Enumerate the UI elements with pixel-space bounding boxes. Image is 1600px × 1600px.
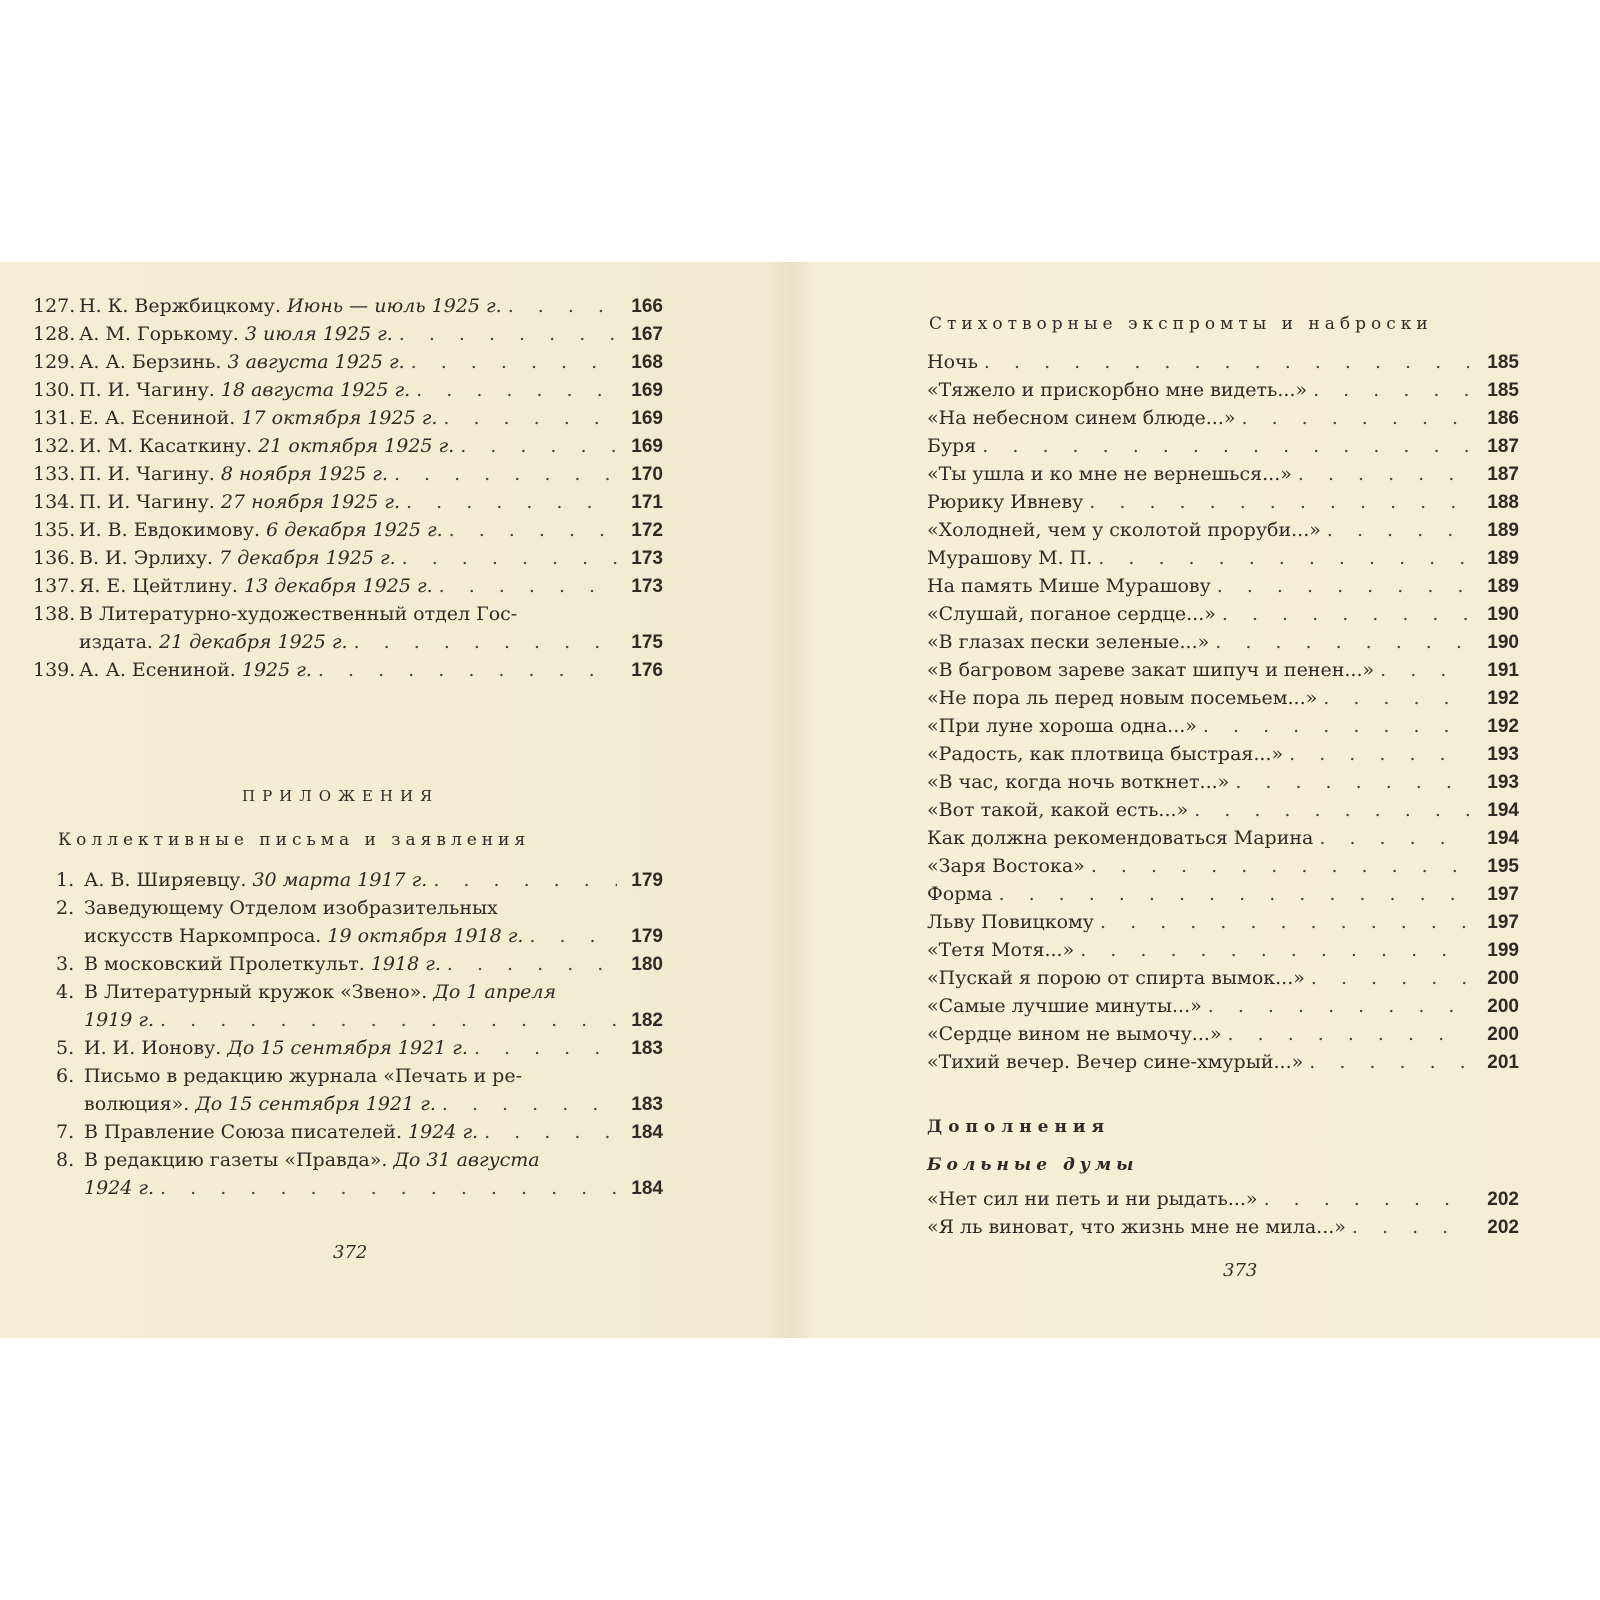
entry-page: 173 xyxy=(631,576,663,597)
leader-dots xyxy=(1311,964,1469,992)
poem-entry xyxy=(927,656,1519,684)
entry-title: И. В. Евдокимову. xyxy=(79,519,261,541)
letter-entry xyxy=(33,600,663,656)
leader-dots xyxy=(1089,488,1469,516)
entry-title: В Правление Союза писателей. xyxy=(84,1121,402,1143)
poem-entry xyxy=(927,348,1519,376)
entry-number: 1. xyxy=(56,869,75,891)
entry-title: «Радость, как плотвица быстрая...» xyxy=(927,743,1284,765)
entry-title: «Холодней, чем у сколотой проруби...» xyxy=(927,519,1321,541)
entry-number: 128. xyxy=(33,323,76,345)
leader-dots xyxy=(982,432,1469,460)
entry-date: 3 августа 1925 г. xyxy=(227,351,405,373)
leader-dots xyxy=(406,488,617,516)
leader-dots xyxy=(1208,992,1469,1020)
entry-page: 170 xyxy=(631,464,663,485)
letter-entry xyxy=(33,460,663,488)
entry-page: 166 xyxy=(631,296,663,317)
entry-title: И. И. Ионову. xyxy=(84,1037,222,1059)
entry-number: 137. xyxy=(33,575,76,597)
entry-title: «Ты ушла и ко мне не вернешься...» xyxy=(927,463,1292,485)
leader-dots xyxy=(394,460,617,488)
leader-dots xyxy=(1289,740,1469,768)
entry-page: 190 xyxy=(1487,604,1519,625)
entry-date-cont: 1924 г. xyxy=(84,1177,155,1199)
entry-date: 1925 г. xyxy=(241,659,312,681)
entry-title: Е. А. Есениной. xyxy=(79,407,236,429)
entry-date: 17 октября 1925 г. xyxy=(241,407,438,429)
entry-page: 197 xyxy=(1487,884,1519,905)
leader-dots xyxy=(411,348,617,376)
entry-number: 4. xyxy=(56,981,75,1003)
leader-dots xyxy=(1298,460,1469,488)
leader-dots xyxy=(1080,936,1469,964)
entry-page: 200 xyxy=(1487,996,1519,1017)
entry-date: До 31 августа xyxy=(393,1149,540,1171)
entry-page: 168 xyxy=(631,352,663,373)
leader-dots xyxy=(529,922,617,950)
leader-dots xyxy=(1228,1020,1469,1048)
leader-dots xyxy=(442,1090,617,1118)
entry-title: В. И. Эрлиху. xyxy=(79,547,214,569)
leader-dots xyxy=(484,1118,617,1146)
entry-number: 130. xyxy=(33,379,76,401)
leader-dots xyxy=(1098,544,1469,572)
entry-title: На память Мише Мурашову xyxy=(927,575,1211,597)
letter-entry xyxy=(33,376,663,404)
left-page xyxy=(0,262,795,1338)
entry-title: «В глазах пески зеленые...» xyxy=(927,631,1210,653)
entry-title: «Я ль виноват, что жизнь мне не мила...» xyxy=(927,1216,1346,1238)
entry-date: 27 ноября 1925 г. xyxy=(220,491,401,513)
entry-page: 192 xyxy=(1487,688,1519,709)
entry-page: 187 xyxy=(1487,436,1519,457)
entry-page: 194 xyxy=(1487,828,1519,849)
leader-dots xyxy=(318,656,617,684)
leader-dots xyxy=(1215,628,1469,656)
entry-title: «При луне хороша одна...» xyxy=(927,715,1197,737)
entry-page: 169 xyxy=(631,380,663,401)
poem-entry xyxy=(927,880,1519,908)
leader-dots xyxy=(1100,908,1469,936)
entry-page: 173 xyxy=(631,548,663,569)
collective-entry xyxy=(56,1034,663,1062)
collective-entry xyxy=(56,1146,663,1202)
letter-entry xyxy=(33,348,663,376)
poem-entry xyxy=(927,712,1519,740)
leader-dots xyxy=(1241,404,1469,432)
entry-number: 134. xyxy=(33,491,76,513)
entry-title: Ночь xyxy=(927,351,978,373)
entry-date: 8 ноября 1925 г. xyxy=(220,463,388,485)
entry-date: Июнь — июль 1925 г. xyxy=(286,295,502,317)
poem-entry xyxy=(927,404,1519,432)
leader-dots xyxy=(447,950,617,978)
poem-entry xyxy=(927,460,1519,488)
poem-entry xyxy=(927,908,1519,936)
entry-number: 5. xyxy=(56,1037,75,1059)
entry-title: Заведующему Отделом изобразительных xyxy=(84,897,498,919)
entry-page: 185 xyxy=(1487,380,1519,401)
entry-page: 176 xyxy=(631,660,663,681)
leader-dots xyxy=(1327,516,1469,544)
leader-dots xyxy=(1264,1185,1469,1213)
letter-entry xyxy=(33,572,663,600)
entry-date: 7 декабря 1925 г. xyxy=(219,547,396,569)
entry-title: В московский Пролеткульт. xyxy=(84,953,365,975)
collective-entry xyxy=(56,978,663,1034)
collective-entry xyxy=(56,1062,663,1118)
entry-page: 184 xyxy=(631,1178,663,1199)
entry-date: До 15 сентября 1921 г. xyxy=(195,1093,436,1115)
entry-page: 167 xyxy=(631,324,663,345)
entry-title-cont: издата. xyxy=(79,631,153,653)
poem-entry xyxy=(927,964,1519,992)
entry-date: 21 декабря 1925 г. xyxy=(158,631,348,653)
letter-entry xyxy=(33,320,663,348)
entry-page: 180 xyxy=(631,954,663,975)
entry-title: И. М. Касаткину. xyxy=(79,435,253,457)
leader-dots xyxy=(354,628,617,656)
entry-page: 199 xyxy=(1487,940,1519,961)
entry-date: 18 августа 1925 г. xyxy=(220,379,411,401)
collective-entry xyxy=(56,866,663,894)
entry-date: 1924 г. xyxy=(408,1121,479,1143)
entry-page: 184 xyxy=(631,1122,663,1143)
entry-title: «Сердце вином не вымочу...» xyxy=(927,1023,1222,1045)
entry-number: 136. xyxy=(33,547,76,569)
entry-date: 30 марта 1917 г. xyxy=(252,869,428,891)
entry-page: 201 xyxy=(1487,1052,1519,1073)
addition-entry xyxy=(927,1213,1519,1241)
leader-dots xyxy=(1217,572,1469,600)
entry-page: 200 xyxy=(1487,1024,1519,1045)
leader-dots xyxy=(460,432,617,460)
entry-page: 190 xyxy=(1487,632,1519,653)
entry-title: Льву Повицкому xyxy=(927,911,1094,933)
entry-title: «Заря Востока» xyxy=(927,855,1085,877)
entry-date: 3 июля 1925 г. xyxy=(244,323,393,345)
entry-title: П. И. Чагину. xyxy=(79,379,215,401)
leader-dots xyxy=(1091,852,1469,880)
entry-number: 129. xyxy=(33,351,76,373)
leader-dots xyxy=(1380,656,1469,684)
entry-page: 175 xyxy=(631,632,663,653)
poem-entry xyxy=(927,516,1519,544)
entry-title: Я. Е. Цейтлину. xyxy=(79,575,238,597)
entry-page: 191 xyxy=(1487,660,1519,681)
entry-date: 19 октября 1918 г. xyxy=(327,925,524,947)
entry-page: 179 xyxy=(631,870,663,891)
poem-entry xyxy=(927,852,1519,880)
poems-section-title: Стихотворные экспромты и наброски xyxy=(929,314,1433,334)
leader-dots xyxy=(399,320,617,348)
leader-dots xyxy=(998,880,1469,908)
collective-section-title: Коллективные письма и заявления xyxy=(58,830,531,850)
entry-number: 8. xyxy=(56,1149,75,1171)
entry-title: «Самые лучшие минуты...» xyxy=(927,995,1202,1017)
leader-dots xyxy=(160,1006,617,1034)
poem-entry xyxy=(927,740,1519,768)
entry-date: 1918 г. xyxy=(370,953,441,975)
leader-dots xyxy=(1352,1213,1469,1241)
entry-number: 131. xyxy=(33,407,76,429)
entry-page: 200 xyxy=(1487,968,1519,989)
entry-title: Н. К. Вержбицкому. xyxy=(79,295,281,317)
entry-title: В редакцию газеты «Правда». xyxy=(84,1149,388,1171)
entry-page: 172 xyxy=(631,520,663,541)
entry-page: 188 xyxy=(1487,492,1519,513)
entry-title: «Пускай я порою от спирта вымок...» xyxy=(927,967,1305,989)
entry-number: 127. xyxy=(33,295,76,317)
entry-page: 189 xyxy=(1487,548,1519,569)
entry-title: «Не пора ль перед новым посемьем...» xyxy=(927,687,1318,709)
entry-number: 135. xyxy=(33,519,76,541)
subsection-title: Больные думы xyxy=(927,1155,1139,1175)
entry-number: 133. xyxy=(33,463,76,485)
poem-entry xyxy=(927,628,1519,656)
leader-dots xyxy=(1319,824,1469,852)
entry-title: Рюрику Ивневу xyxy=(927,491,1084,513)
entry-page: 187 xyxy=(1487,464,1519,485)
leader-dots xyxy=(474,1034,617,1062)
collective-entry xyxy=(56,1118,663,1146)
leader-dots xyxy=(402,544,617,572)
entry-title-cont: волюция». xyxy=(84,1093,190,1115)
entry-page: 183 xyxy=(631,1094,663,1115)
entry-title: А. А. Есениной. xyxy=(79,659,236,681)
entry-title: «Слушай, поганое сердце...» xyxy=(927,603,1216,625)
entry-title: «Тетя Мотя...» xyxy=(927,939,1075,961)
entry-title: «В багровом зареве закат шипуч и пенен...» xyxy=(927,659,1375,681)
poem-entry xyxy=(927,796,1519,824)
entry-title: Форма xyxy=(927,883,993,905)
entry-page: 193 xyxy=(1487,772,1519,793)
entry-page: 192 xyxy=(1487,716,1519,737)
entry-page: 189 xyxy=(1487,576,1519,597)
entry-date: 6 декабря 1925 г. xyxy=(266,519,443,541)
addition-entry xyxy=(927,1185,1519,1213)
leader-dots xyxy=(1309,1048,1469,1076)
entry-number: 2. xyxy=(56,897,75,919)
entry-number: 3. xyxy=(56,953,75,975)
entry-title: П. И. Чагину. xyxy=(79,491,215,513)
poem-entry xyxy=(927,432,1519,460)
entry-page: 186 xyxy=(1487,408,1519,429)
entry-page: 171 xyxy=(631,492,663,513)
entry-page: 202 xyxy=(1487,1217,1519,1238)
poem-entry xyxy=(927,544,1519,572)
entry-title: «Вот такой, какой есть...» xyxy=(927,799,1189,821)
leader-dots xyxy=(1203,712,1469,740)
poem-entry xyxy=(927,768,1519,796)
entry-number: 139. xyxy=(33,659,76,681)
entry-page: 169 xyxy=(631,436,663,457)
entry-title: А. М. Горькому. xyxy=(79,323,239,345)
poem-entry xyxy=(927,824,1519,852)
leader-dots xyxy=(1235,768,1469,796)
poem-entry xyxy=(927,1048,1519,1076)
page-number-right: 373 xyxy=(1223,1260,1258,1281)
entry-title: «В час, когда ночь воткнет...» xyxy=(927,771,1230,793)
entry-title: Как должна рекомендоваться Марина xyxy=(927,827,1314,849)
entry-page: 182 xyxy=(631,1010,663,1031)
leader-dots xyxy=(1323,684,1469,712)
poem-entry xyxy=(927,684,1519,712)
leader-dots xyxy=(984,348,1469,376)
entry-page: 197 xyxy=(1487,912,1519,933)
entry-title: А. А. Берзинь. xyxy=(79,351,222,373)
entry-page: 179 xyxy=(631,926,663,947)
entry-date: До 1 апреля xyxy=(433,981,557,1003)
entry-title: А. В. Ширяевцу. xyxy=(84,869,247,891)
letter-entry xyxy=(33,404,663,432)
poem-entry xyxy=(927,488,1519,516)
entry-date: 13 декабря 1925 г. xyxy=(244,575,433,597)
entry-page: 169 xyxy=(631,408,663,429)
entry-title: Письмо в редакцию журнала «Печать и ре- xyxy=(84,1065,522,1087)
entry-page: 183 xyxy=(631,1038,663,1059)
page-number-left: 372 xyxy=(333,1242,368,1263)
letter-entry xyxy=(33,432,663,460)
letter-entry xyxy=(33,656,663,684)
entry-title: В Литературно-художественный отдел Гос- xyxy=(79,603,518,625)
poem-entry xyxy=(927,936,1519,964)
entry-title: П. И. Чагину. xyxy=(79,463,215,485)
letter-entry xyxy=(33,292,663,320)
entry-title: «Тяжело и прискорбно мне видеть...» xyxy=(927,379,1308,401)
entry-title: Мурашову М. П. xyxy=(927,547,1093,569)
leader-dots xyxy=(443,404,617,432)
collective-entry xyxy=(56,950,663,978)
entry-number: 138. xyxy=(33,603,76,625)
leader-dots xyxy=(449,516,617,544)
entry-number: 6. xyxy=(56,1065,75,1087)
entry-title: В Литературный кружок «Звено». xyxy=(84,981,428,1003)
leader-dots xyxy=(433,866,617,894)
entry-page: 195 xyxy=(1487,856,1519,877)
letter-entry xyxy=(33,544,663,572)
entry-page: 189 xyxy=(1487,520,1519,541)
entry-number: 7. xyxy=(56,1121,75,1143)
leader-dots xyxy=(1222,600,1469,628)
entry-title: Буря xyxy=(927,435,977,457)
entry-date: 21 октября 1925 г. xyxy=(258,435,455,457)
entry-page: 202 xyxy=(1487,1189,1519,1210)
entry-page: 193 xyxy=(1487,744,1519,765)
entry-title: «На небесном синем блюде...» xyxy=(927,407,1236,429)
poem-entry xyxy=(927,1020,1519,1048)
leader-dots xyxy=(508,292,617,320)
right-page xyxy=(805,262,1600,1338)
book-spread xyxy=(0,262,1600,1338)
collective-entry xyxy=(56,894,663,950)
leader-dots xyxy=(1194,796,1469,824)
leader-dots xyxy=(416,376,617,404)
entry-date: До 15 сентября 1921 г. xyxy=(227,1037,468,1059)
leader-dots xyxy=(439,572,617,600)
entry-page: 194 xyxy=(1487,800,1519,821)
entry-page: 185 xyxy=(1487,352,1519,373)
leader-dots xyxy=(1313,376,1469,404)
poem-entry xyxy=(927,376,1519,404)
appendix-title: ПРИЛОЖЕНИЯ xyxy=(242,787,440,805)
entry-title: «Тихий вечер. Вечер сине-хмурый...» xyxy=(927,1051,1304,1073)
poem-entry xyxy=(927,992,1519,1020)
entry-title-cont: искусств Наркомпроса. xyxy=(84,925,322,947)
entry-date-cont: 1919 г. xyxy=(84,1009,155,1031)
letter-entry xyxy=(33,516,663,544)
letter-entry xyxy=(33,488,663,516)
additions-title: Дополнения xyxy=(927,1117,1111,1137)
entry-number: 132. xyxy=(33,435,76,457)
poem-entry xyxy=(927,600,1519,628)
leader-dots xyxy=(160,1174,617,1202)
entry-title: «Нет сил ни петь и ни рыдать...» xyxy=(927,1188,1258,1210)
poem-entry xyxy=(927,572,1519,600)
